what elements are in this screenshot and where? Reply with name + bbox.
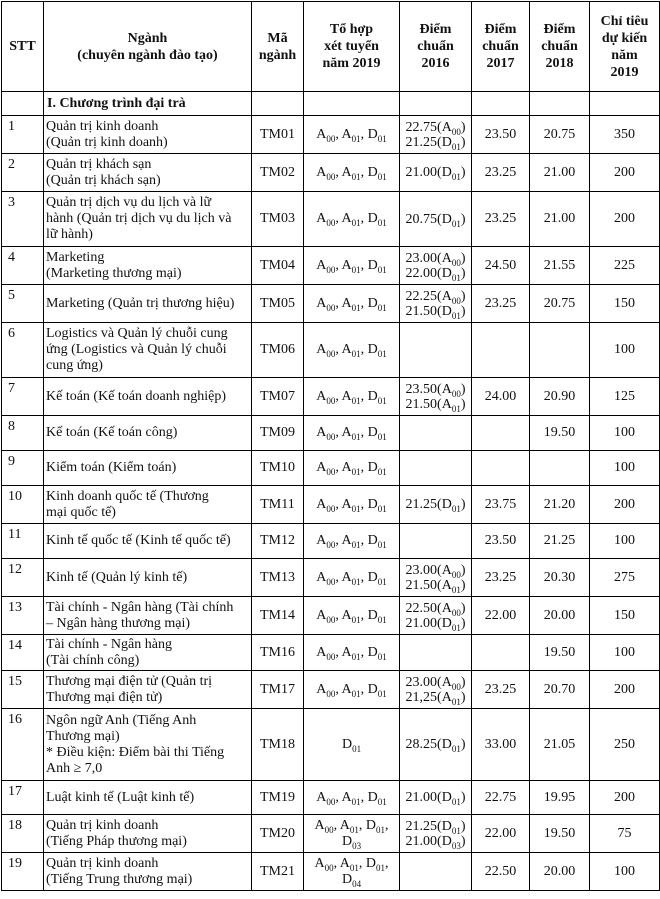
cell-diem-2018: 20.70 xyxy=(530,671,590,709)
table-row xyxy=(2,781,660,815)
cell-nganh xyxy=(44,853,252,891)
table-row xyxy=(2,709,660,781)
cell-diem-2016 xyxy=(400,815,472,853)
cell-diem-2016 xyxy=(400,709,472,781)
cell-ma-nganh: TM12 xyxy=(252,524,304,559)
nganh-line: (Marketing thương mại) xyxy=(46,265,182,281)
cell-nganh xyxy=(44,597,252,635)
cell-nganh xyxy=(44,285,252,323)
cell-diem-2018: 19.50 xyxy=(530,416,590,451)
cell-stt: 3 xyxy=(2,192,44,247)
cell-chi-tieu: 100 xyxy=(590,853,660,891)
score-value: $21.25(D_{01})$ xyxy=(405,818,466,836)
cell-diem-2016 xyxy=(400,559,472,597)
cell-nganh xyxy=(44,323,252,378)
cell-nganh xyxy=(44,524,252,559)
cell-diem-2018: 19.50 xyxy=(530,815,590,853)
cell-stt: 17 xyxy=(2,781,44,815)
nganh-line: Kinh tế (Quản lý kinh tế) xyxy=(46,569,188,585)
cell-diem-2018: 20.75 xyxy=(530,285,590,323)
cell-to-hop: $A_{00}$, $A_{01}$, $D_{01}$ xyxy=(304,416,400,451)
table-row xyxy=(2,559,660,597)
nganh-line: Marketing (Quản trị thương hiệu) xyxy=(46,295,235,311)
nganh-line: cung ứng) xyxy=(46,358,103,373)
cell-chi-tieu: 100 xyxy=(590,323,660,378)
cell-chi-tieu: 150 xyxy=(590,285,660,323)
cell-stt: 5 xyxy=(2,285,44,323)
nganh-line: Quản trị khách sạn xyxy=(46,156,152,172)
table-row xyxy=(2,416,660,451)
cell-nganh xyxy=(44,451,252,486)
cell-diem-2018: 21.55 xyxy=(530,247,590,285)
cell-to-hop: $A_{00}$, $A_{01}$, $D_{01}$, $D_{04}$ xyxy=(304,853,400,891)
nganh-line: Quản trị kinh doanh xyxy=(46,817,159,833)
score-value: $21.50(D_{01})$ xyxy=(405,303,466,321)
cell-stt: 18 xyxy=(2,815,44,853)
score-value: $21.25(D_{01})$ xyxy=(405,134,466,152)
cell-ma-nganh: TM17 xyxy=(252,671,304,709)
table-row xyxy=(2,671,660,709)
cell-to-hop: $A_{00}$, $A_{01}$, $D_{01}$ xyxy=(304,247,400,285)
cell-chi-tieu: 200 xyxy=(590,486,660,524)
nganh-line: Tài chính - Ngân hàng xyxy=(46,636,172,652)
header-diem-2016: Điểm chuẩn 2016 xyxy=(400,2,472,92)
table-row xyxy=(2,486,660,524)
cell-diem-2018: 20.00 xyxy=(530,853,590,891)
cell-stt: 13 xyxy=(2,597,44,635)
cell-diem-2017: 23.50 xyxy=(472,116,530,154)
cell-diem-2018: 21.00 xyxy=(530,192,590,247)
cell-nganh xyxy=(44,709,252,781)
cell-to-hop: $A_{00}$, $A_{01}$, $D_{01}$ xyxy=(304,671,400,709)
cell-chi-tieu: 200 xyxy=(590,192,660,247)
cell-to-hop: $A_{00}$, $A_{01}$, $D_{01}$ xyxy=(304,597,400,635)
nganh-line: Kế toán (Kế toán doanh nghiệp) xyxy=(46,388,226,404)
table-row xyxy=(2,154,660,192)
nganh-line: Quản trị kinh doanh xyxy=(46,855,159,871)
cell-ma-nganh: TM20 xyxy=(252,815,304,853)
cell-diem-2017: 23.25 xyxy=(472,671,530,709)
score-value: $21.00(D_{01})$ xyxy=(405,790,466,807)
nganh-line: Ngôn ngữ Anh (Tiếng Anh xyxy=(46,712,197,728)
cell-diem-2017: 23.25 xyxy=(472,285,530,323)
cell-chi-tieu: 225 xyxy=(590,247,660,285)
cell-to-hop: $A_{00}$, $A_{01}$, $D_{01}$ xyxy=(304,154,400,192)
cell-ma-nganh: TM18 xyxy=(252,709,304,781)
cell-diem-2016 xyxy=(400,116,472,154)
cell-chi-tieu: 150 xyxy=(590,597,660,635)
cell-ma-nganh: TM05 xyxy=(252,285,304,323)
cell-diem-2016 xyxy=(400,486,472,524)
header-row xyxy=(2,2,660,92)
cell-ma-nganh: TM10 xyxy=(252,451,304,486)
score-value: $22.50(A_{00})$ xyxy=(405,600,466,618)
score-value: $21.00(D_{01})$ xyxy=(405,615,466,633)
cell-to-hop: $A_{00}$, $A_{01}$, $D_{01}$ xyxy=(304,524,400,559)
cell-diem-2016 xyxy=(400,524,472,559)
cell-to-hop: $D_{01}$ xyxy=(304,709,400,781)
header-chi-tieu: Chỉ tiêu dự kiến năm 2019 xyxy=(590,2,660,92)
score-value: $23.00(A_{00})$ xyxy=(405,250,466,268)
cell-stt: 7 xyxy=(2,378,44,416)
cell-chi-tieu: 100 xyxy=(590,524,660,559)
cell-to-hop: $A_{00}$, $A_{01}$, $D_{01}$ xyxy=(304,559,400,597)
nganh-line: Luật kinh tế (Luật kinh tế) xyxy=(46,789,195,805)
cell-to-hop: $A_{00}$, $A_{01}$, $D_{01}$, $D_{03}$ xyxy=(304,815,400,853)
nganh-line: hành (Quản trị dịch vụ du lịch và xyxy=(46,211,232,226)
cell-diem-2018 xyxy=(530,451,590,486)
score-value: $21.00(D_{01})$ xyxy=(405,165,466,182)
cell-stt: 1 xyxy=(2,116,44,154)
nganh-line: Anh ≥ 7,0 xyxy=(46,760,103,776)
cell-to-hop: $A_{00}$, $A_{01}$, $D_{01}$ xyxy=(304,451,400,486)
cell-diem-2016 xyxy=(400,853,472,891)
cell-diem-2016 xyxy=(400,451,472,486)
nganh-line: Marketing xyxy=(46,249,105,265)
cell-diem-2017 xyxy=(472,451,530,486)
score-value: $22.75(A_{00})$ xyxy=(405,119,466,137)
cell-diem-2016 xyxy=(400,154,472,192)
section-title: I. Chương trình đại trà xyxy=(44,92,252,116)
cell-ma-nganh: TM19 xyxy=(252,781,304,815)
cell-chi-tieu: 275 xyxy=(590,559,660,597)
score-value: $21.00(D_{03})$ xyxy=(405,833,466,851)
header-stt: STT xyxy=(2,2,44,92)
cell-ma-nganh: TM16 xyxy=(252,635,304,671)
cell-nganh xyxy=(44,416,252,451)
score-value: $23.50(A_{00})$ xyxy=(405,381,466,399)
cell-diem-2018: 21.00 xyxy=(530,154,590,192)
cell-chi-tieu: 250 xyxy=(590,709,660,781)
header-nganh: Ngành (chuyên ngành đào tạo) xyxy=(44,2,252,92)
nganh-line: (Tiếng Trung thương mại) xyxy=(46,871,193,887)
cell-diem-2017: 24.50 xyxy=(472,247,530,285)
header-to-hop: Tổ hợp xét tuyển năm 2019 xyxy=(304,2,400,92)
table-row xyxy=(2,524,660,559)
cell-to-hop: $A_{00}$, $A_{01}$, $D_{01}$ xyxy=(304,116,400,154)
score-value: $21,25(A_{01})$ xyxy=(405,689,466,707)
score-value: $23.00(A_{00})$ xyxy=(405,674,466,692)
cell-diem-2016 xyxy=(400,781,472,815)
cell-nganh xyxy=(44,671,252,709)
cell-nganh xyxy=(44,635,252,671)
cell-diem-2018: 20.00 xyxy=(530,597,590,635)
section-row xyxy=(2,92,660,116)
table-row xyxy=(2,853,660,891)
cell-nganh xyxy=(44,559,252,597)
cell-ma-nganh: TM11 xyxy=(252,486,304,524)
score-value: $22.00(D_{01})$ xyxy=(405,265,466,283)
cell-ma-nganh: TM14 xyxy=(252,597,304,635)
cell-ma-nganh: TM09 xyxy=(252,416,304,451)
cell-to-hop: $A_{00}$, $A_{01}$, $D_{01}$ xyxy=(304,635,400,671)
table-row xyxy=(2,378,660,416)
cell-diem-2016 xyxy=(400,323,472,378)
cell-chi-tieu: 75 xyxy=(590,815,660,853)
cell-stt: 8 xyxy=(2,416,44,451)
cell-diem-2018: 21.20 xyxy=(530,486,590,524)
cell-diem-2017 xyxy=(472,635,530,671)
cell-to-hop: $A_{00}$, $A_{01}$, $D_{01}$ xyxy=(304,781,400,815)
nganh-line: Thương mại) xyxy=(46,728,120,744)
cell-stt: 10 xyxy=(2,486,44,524)
table-row xyxy=(2,815,660,853)
nganh-line: Quản trị kinh doanh xyxy=(46,118,159,134)
cell-chi-tieu: 200 xyxy=(590,154,660,192)
cell-nganh xyxy=(44,378,252,416)
nganh-line: Kinh doanh quốc tế (Thương xyxy=(46,488,209,504)
cell-diem-2017: 23.75 xyxy=(472,486,530,524)
nganh-line: Kế toán (Kế toán công) xyxy=(46,425,178,440)
cell-nganh xyxy=(44,192,252,247)
nganh-line: (Tài chính công) xyxy=(46,652,140,668)
cell-diem-2016 xyxy=(400,192,472,247)
nganh-line: mại quốc tế) xyxy=(46,504,116,520)
cell-diem-2016 xyxy=(400,671,472,709)
cell-to-hop: $A_{00}$, $A_{01}$, $D_{01}$ xyxy=(304,192,400,247)
cell-ma-nganh: TM04 xyxy=(252,247,304,285)
nganh-line: Tài chính - Ngân hàng (Tài chính xyxy=(46,599,234,615)
cell-ma-nganh: TM21 xyxy=(252,853,304,891)
cell-nganh xyxy=(44,247,252,285)
cell-diem-2017: 23.50 xyxy=(472,524,530,559)
score-value: $23.00(A_{00})$ xyxy=(405,562,466,580)
nganh-line: Kinh tế quốc tế (Kinh tế quốc tế) xyxy=(46,533,231,548)
cell-stt: 15 xyxy=(2,671,44,709)
cell-diem-2017: 22.00 xyxy=(472,597,530,635)
cell-nganh xyxy=(44,486,252,524)
admission-table xyxy=(1,1,660,891)
nganh-line: Thương mại điện tử) xyxy=(46,689,163,705)
cell-diem-2017: 22.00 xyxy=(472,815,530,853)
header-diem-2017: Điểm chuẩn 2017 xyxy=(472,2,530,92)
cell-diem-2017: 22.50 xyxy=(472,853,530,891)
table-row xyxy=(2,192,660,247)
nganh-line: Kiểm toán (Kiểm toán) xyxy=(46,460,177,475)
score-value: $28.25(D_{01})$ xyxy=(405,737,466,754)
cell-diem-2017: 22.75 xyxy=(472,781,530,815)
cell-stt: 14 xyxy=(2,635,44,671)
table-row xyxy=(2,323,660,378)
header-diem-2018: Điểm chuẩn 2018 xyxy=(530,2,590,92)
cell-ma-nganh: TM13 xyxy=(252,559,304,597)
cell-diem-2017: 33.00 xyxy=(472,709,530,781)
cell-nganh xyxy=(44,116,252,154)
cell-diem-2016 xyxy=(400,635,472,671)
cell-ma-nganh: TM07 xyxy=(252,378,304,416)
score-value: $20.75(D_{01})$ xyxy=(405,211,466,229)
header-ma-nganh: Mã ngành xyxy=(252,2,304,92)
nganh-line: (Quản trị khách sạn) xyxy=(46,172,161,188)
cell-stt: 4 xyxy=(2,247,44,285)
cell-diem-2018: 20.75 xyxy=(530,116,590,154)
cell-stt: 19 xyxy=(2,853,44,891)
cell-diem-2017: 23.25 xyxy=(472,154,530,192)
cell-diem-2017 xyxy=(472,323,530,378)
cell-diem-2016 xyxy=(400,285,472,323)
score-value: $21.50(A_{01})$ xyxy=(405,396,466,414)
cell-diem-2018 xyxy=(530,323,590,378)
cell-to-hop: $A_{00}$, $A_{01}$, $D_{01}$ xyxy=(304,378,400,416)
cell-diem-2018: 19.50 xyxy=(530,635,590,671)
cell-diem-2017: 23.25 xyxy=(472,192,530,247)
score-value: $21.25(D_{01})$ xyxy=(405,497,466,514)
cell-diem-2017: 23.25 xyxy=(472,559,530,597)
cell-diem-2018: 21.25 xyxy=(530,524,590,559)
nganh-line: Quản trị dịch vụ du lịch và lữ xyxy=(46,195,212,210)
cell-chi-tieu: 100 xyxy=(590,451,660,486)
cell-diem-2017: 24.00 xyxy=(472,378,530,416)
nganh-line: (Tiếng Pháp thương mại) xyxy=(46,833,187,849)
cell-stt: 16 xyxy=(2,709,44,781)
cell-diem-2018: 20.30 xyxy=(530,559,590,597)
table-row xyxy=(2,451,660,486)
table-row xyxy=(2,597,660,635)
table-row xyxy=(2,285,660,323)
cell-chi-tieu: 100 xyxy=(590,635,660,671)
cell-ma-nganh: TM01 xyxy=(252,116,304,154)
cell-diem-2016 xyxy=(400,416,472,451)
cell-stt: 12 xyxy=(2,559,44,597)
cell-chi-tieu: 350 xyxy=(590,116,660,154)
score-value: $21.50(A_{01})$ xyxy=(405,577,466,595)
cell-diem-2018: 21.05 xyxy=(530,709,590,781)
cell-diem-2018: 20.90 xyxy=(530,378,590,416)
cell-chi-tieu: 125 xyxy=(590,378,660,416)
cell-to-hop: $A_{00}$, $A_{01}$, $D_{01}$ xyxy=(304,486,400,524)
cell-chi-tieu: 200 xyxy=(590,781,660,815)
cell-to-hop: $A_{00}$, $A_{01}$, $D_{01}$ xyxy=(304,285,400,323)
cell-nganh xyxy=(44,815,252,853)
score-value: $22.25(A_{00})$ xyxy=(405,288,466,306)
cell-ma-nganh: TM02 xyxy=(252,154,304,192)
cell-chi-tieu: 100 xyxy=(590,416,660,451)
nganh-line: – Ngân hàng thương mại) xyxy=(46,615,191,631)
cell-ma-nganh: TM03 xyxy=(252,192,304,247)
nganh-line: ứng (Logistics và Quản lý chuỗi xyxy=(46,342,227,357)
table-row xyxy=(2,116,660,154)
cell-diem-2016 xyxy=(400,378,472,416)
cell-to-hop: $A_{00}$, $A_{01}$, $D_{01}$ xyxy=(304,323,400,378)
nganh-line: (Quản trị kinh doanh) xyxy=(46,134,168,150)
nganh-line: Thương mại điện tử (Quản trị xyxy=(46,673,213,689)
cell-nganh xyxy=(44,781,252,815)
cell-chi-tieu: 200 xyxy=(590,671,660,709)
cell-diem-2016 xyxy=(400,597,472,635)
nganh-line: lữ hành) xyxy=(46,227,93,242)
table-row xyxy=(2,635,660,671)
cell-ma-nganh: TM06 xyxy=(252,323,304,378)
cell-stt: 11 xyxy=(2,524,44,559)
cell-stt: 9 xyxy=(2,451,44,486)
cell-diem-2018: 19.95 xyxy=(530,781,590,815)
cell-nganh xyxy=(44,154,252,192)
cell-diem-2017 xyxy=(472,416,530,451)
nganh-line: Logistics và Quản lý chuỗi cung xyxy=(46,326,228,341)
nganh-line: * Điều kiện: Điểm bài thi Tiếng xyxy=(46,744,225,760)
cell-stt: 6 xyxy=(2,323,44,378)
cell-diem-2016 xyxy=(400,247,472,285)
cell-stt: 2 xyxy=(2,154,44,192)
table-row xyxy=(2,247,660,285)
